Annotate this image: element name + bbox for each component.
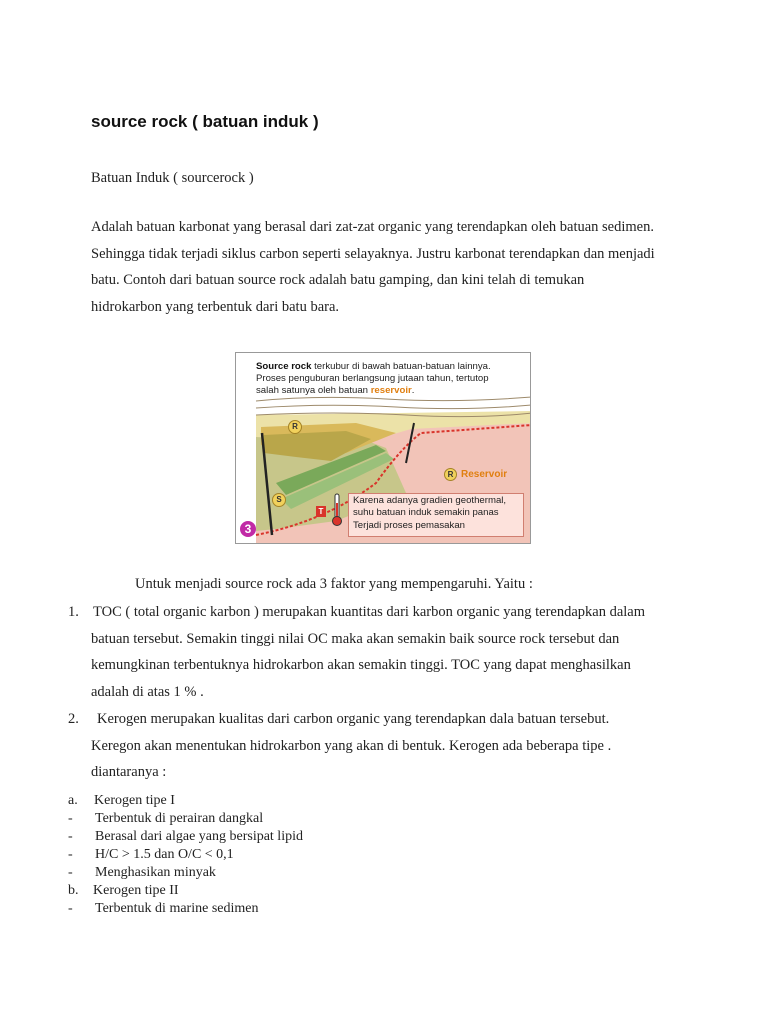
reservoir-label: Reservoir bbox=[461, 469, 508, 480]
list-item: Kerogen tipe I bbox=[94, 793, 175, 808]
list-item: Terbentuk di marine sedimen bbox=[95, 901, 259, 916]
source-rock-figure bbox=[235, 352, 531, 544]
list-marker: - bbox=[68, 847, 73, 862]
caption-line: terkubur di bawah batuan-batuan lainnya. bbox=[311, 361, 491, 372]
paragraph-line: adalah di atas 1 % . bbox=[91, 684, 204, 701]
source-rock-label: Source rock bbox=[256, 361, 312, 372]
paragraph-line: Keregon akan menentukan hidrokarbon yang akan di bentuk. Kerogen ada beberapa tipe . bbox=[91, 737, 612, 754]
caption-line: Proses penguburan berlangsung jutaan tahun, tertutop bbox=[256, 372, 489, 384]
s-marker: S bbox=[272, 493, 286, 507]
paragraph-line: kemungkinan terbentuknya hidrokarbon akan semakin tinggi. TOC yang dapat menghasilkan bbox=[91, 657, 631, 674]
list-number-2: 2. bbox=[68, 711, 79, 727]
caption-punct: . bbox=[411, 384, 415, 396]
paragraph-line: TOC ( total organic karbon ) merupakan kuantitas dari karbon organic yang terendapkan dalam bbox=[93, 604, 646, 620]
note-line: suhu batuan induk semakin panas bbox=[353, 507, 499, 519]
paragraph-line: hidrokarbon yang terbentuk dari batu bara. bbox=[91, 299, 340, 316]
list-marker: a. bbox=[68, 793, 78, 808]
note-line: Karena adanya gradien geothermal, bbox=[353, 495, 507, 506]
document-title: source rock ( batuan induk ) bbox=[91, 112, 319, 131]
list-marker: - bbox=[68, 865, 73, 880]
list-item: H/C > 1.5 dan O/C < 0,1 bbox=[95, 847, 234, 862]
list-marker: - bbox=[68, 829, 73, 844]
reservoir-highlight: reservoir bbox=[370, 384, 412, 396]
reservoir-legend bbox=[444, 468, 507, 481]
list-item-toc bbox=[91, 599, 677, 706]
factors-intro: Untuk menjadi source rock ada 3 faktor yang mempengaruhi. Yaitu : bbox=[135, 576, 533, 592]
paragraph-line: diantaranya : bbox=[91, 764, 167, 781]
r-marker-top: R bbox=[288, 420, 302, 434]
list-marker: - bbox=[68, 811, 73, 826]
list-marker: - bbox=[68, 901, 73, 916]
paragraph-line: batu. Contoh dari batuan source rock adalah batu gamping, dan kini telah di temukan bbox=[91, 272, 585, 289]
step-number-badge: 3 bbox=[240, 521, 256, 537]
paragraph-line: batuan tersebut. Semakin tinggi nilai OC maka akan semakin baik source rock tersebut dan bbox=[91, 630, 620, 647]
list-number-1: 1. bbox=[68, 604, 79, 620]
caption-line: salah satunya oleh batuan bbox=[256, 384, 371, 396]
thermometer-icon bbox=[332, 493, 342, 527]
note-line: Terjadi proses pemasakan bbox=[353, 519, 465, 531]
paragraph-line: Kerogen merupakan kualitas dari carbon organic yang terendapkan dala batuan tersebut. bbox=[97, 711, 610, 727]
intro-paragraph bbox=[91, 214, 677, 321]
paragraph-line: Adalah batuan karbonat yang berasal dari zat-zat organic yang terendapkan oleh batuan sedimen. bbox=[91, 219, 654, 235]
paragraph-line: Sehingga tidak terjadi siklus carbon seperti selayaknya. Justru karbonat terendapkan dan menjadi bbox=[91, 245, 655, 262]
list-item: Terbentuk di perairan dangkal bbox=[95, 811, 264, 826]
document-subtitle: Batuan Induk ( sourcerock ) bbox=[91, 170, 254, 186]
temperature-marker: T bbox=[316, 506, 326, 517]
list-marker: b. bbox=[68, 883, 79, 898]
r-marker-legend: R bbox=[444, 468, 457, 481]
figure-caption bbox=[256, 361, 526, 396]
geothermal-note bbox=[348, 493, 524, 537]
list-item-kerogen bbox=[91, 706, 677, 786]
list-item: Berasal dari algae yang bersipat lipid bbox=[95, 829, 303, 844]
list-item: Kerogen tipe II bbox=[93, 883, 179, 898]
list-item: Menghasikan minyak bbox=[95, 865, 216, 880]
